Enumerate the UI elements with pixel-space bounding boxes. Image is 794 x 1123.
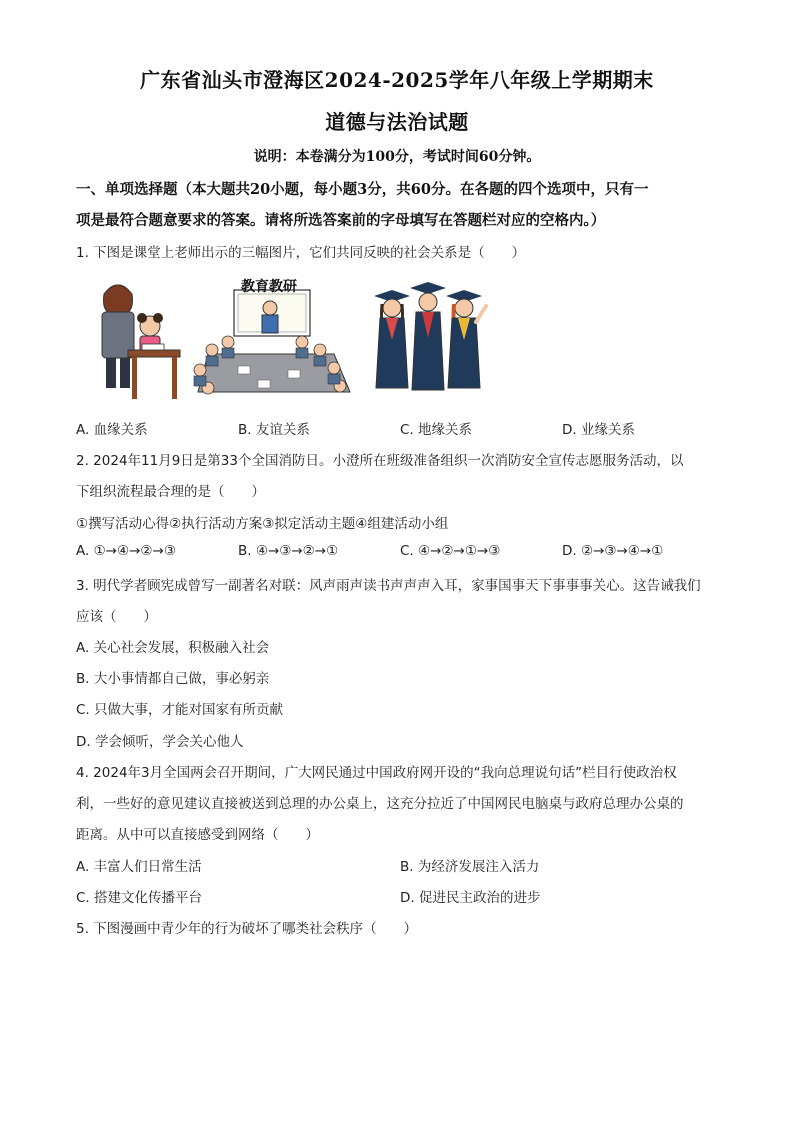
q3-option-d[interactable]: D. 学会倾听，学会关心他人	[76, 734, 244, 750]
teacher-student-illustration	[102, 285, 180, 399]
q1-option-d[interactable]: D. 业缘关系	[562, 422, 635, 438]
q2-stem-line1: 2. 2024年11月9日是第33个全国消防日。小澄所在班级准备组织一次消防安全宣传志愿服务活动，以	[76, 453, 684, 469]
section1-instruction-line2: 项是最符合题意要求的答案。请将所选答案前的字母填写在答题栏对应的空格内。）	[76, 212, 606, 229]
q1-option-a[interactable]: A. 血缘关系	[76, 422, 148, 438]
graduates-illustration	[374, 282, 486, 390]
q4-stem-line3: 距离。从中可以直接感受到网络（ ）	[76, 827, 319, 843]
q5-stem: 5. 下图漫画中青少年的行为破坏了哪类社会秩序（ ）	[76, 921, 418, 937]
q3-option-a[interactable]: A. 关心社会发展，积极融入社会	[76, 640, 270, 656]
q2-option-d[interactable]: D. ②→③→④→①	[562, 543, 664, 559]
q1-stem: 1. 下图是课堂上老师出示的三幅图片，它们共同反映的社会关系是（ ）	[76, 245, 526, 261]
q3-option-b[interactable]: B. 大小事情都自己做，事必躬亲	[76, 671, 270, 687]
q2-option-b[interactable]: B. ④→③→②→①	[238, 543, 339, 559]
q1-option-c[interactable]: C. 地缘关系	[400, 422, 473, 438]
q4-option-c[interactable]: C. 搭建文化传播平台	[76, 890, 203, 906]
q2-stem-line2: 下组织流程最合理的是（ ）	[76, 484, 265, 500]
section1-instruction-line1: 一、单项选择题（本大题共20小题，每小题3分，共60分。在各题的四个选项中，只有一	[76, 181, 649, 198]
q4-option-a[interactable]: A. 丰富人们日常生活	[76, 859, 202, 875]
q3-option-c[interactable]: C. 只做大事，才能对国家有所贡献	[76, 702, 284, 718]
q2-steps: ①撰写活动心得②执行活动方案③拟定活动主题④组建活动小组	[76, 516, 449, 532]
q3-stem-line2: 应该（ ）	[76, 609, 157, 625]
q1-figure-caption: 教育教研	[241, 279, 297, 295]
q1-figure	[88, 270, 498, 410]
q4-stem-line2: 利，一些好的意见建议直接被送到总理的办公桌上，这充分拉近了中国网民电脑桌与政府总理办公桌的	[76, 796, 684, 812]
q3-stem-line1: 3. 明代学者顾宪成曾写一副著名对联：风声雨声读书声声声入耳，家事国事天下事事事关心。这告诫我们	[76, 578, 701, 594]
q4-stem-line1: 4. 2024年3月全国两会召开期间，广大网民通过中国政府网开设的“我向总理说句话”栏目行使政治权	[76, 765, 677, 781]
exam-title-line1: 广东省汕头市澄海区2024-2025学年八年级上学期期末	[140, 68, 654, 92]
teaching-research-meeting-illustration	[194, 290, 350, 394]
q1-option-b[interactable]: B. 友谊关系	[238, 422, 310, 438]
exam-note: 说明：本卷满分为100分，考试时间60分钟。	[253, 149, 541, 165]
q4-option-d[interactable]: D. 促进民主政治的进步	[400, 890, 541, 906]
q4-option-b[interactable]: B. 为经济发展注入活力	[400, 859, 540, 875]
exam-title-line2: 道德与法治试题	[325, 110, 469, 134]
q2-option-a[interactable]: A. ①→④→②→③	[76, 543, 176, 559]
q2-option-c[interactable]: C. ④→②→①→③	[400, 543, 501, 559]
